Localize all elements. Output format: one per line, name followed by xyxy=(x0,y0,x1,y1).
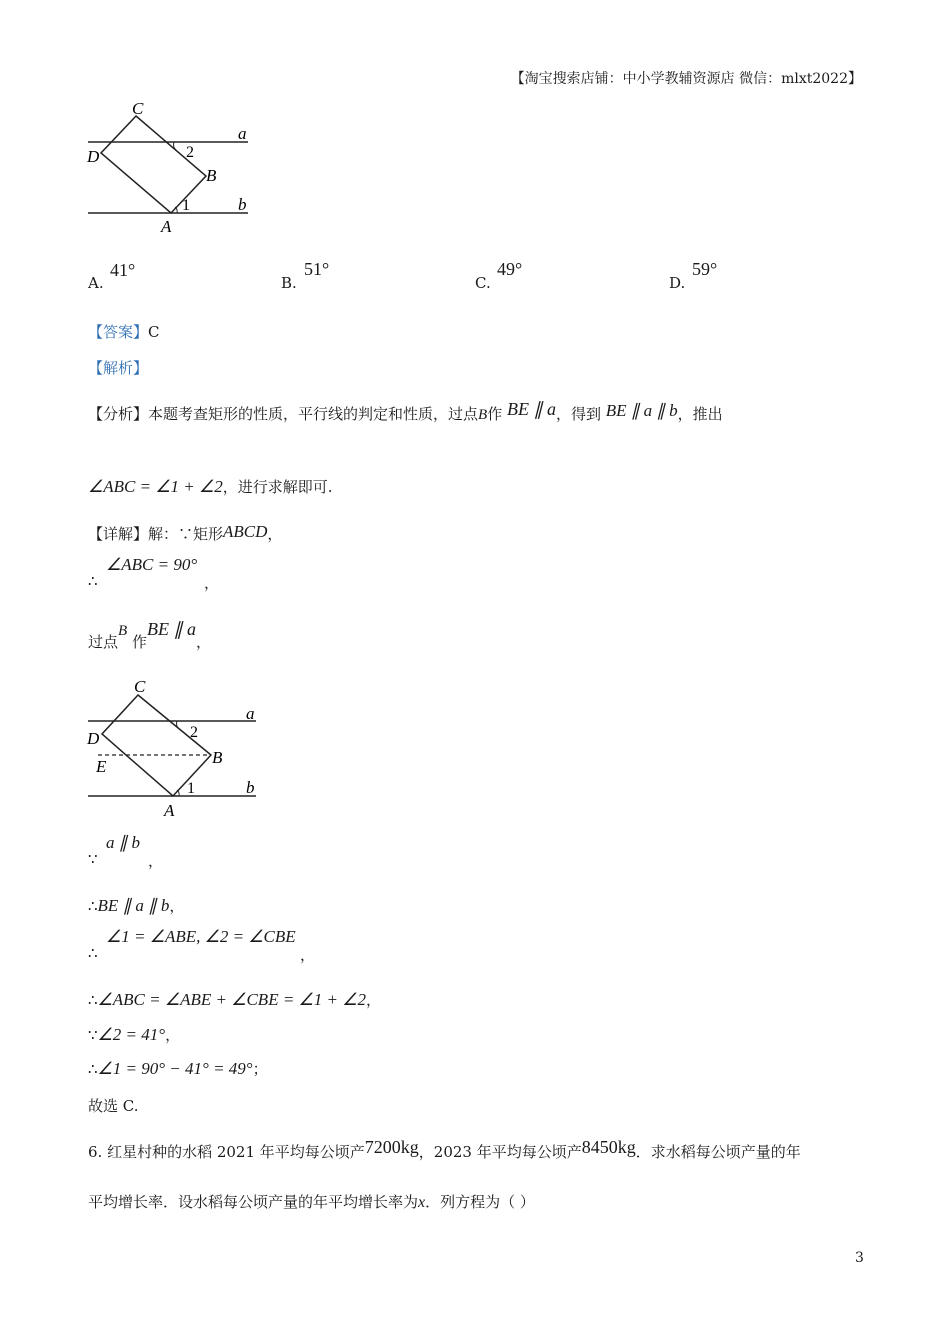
option-b[interactable]: B. xyxy=(281,274,297,292)
detail-line5: ∴BE ∥ a ∥ b， xyxy=(88,896,185,915)
label-B: B xyxy=(206,166,217,185)
label-b: b xyxy=(246,778,255,797)
option-c[interactable]: C. xyxy=(475,274,491,292)
detail-therefore-1: ∴ xyxy=(88,572,98,590)
fenxi-text3: ，推出 xyxy=(677,405,723,423)
detail-jie: 解：∵矩形 xyxy=(148,525,224,543)
detail-line7: ∴∠ABC = ∠ABE + ∠CBE = ∠1 + ∠2， xyxy=(88,990,382,1009)
fenxi-text4: ，进行求解即可. xyxy=(222,478,333,496)
label-2: 2 xyxy=(186,144,194,161)
answer-value: C xyxy=(148,323,160,341)
fenxi-line2 xyxy=(88,476,333,497)
fenxi-math-1: BE ∥ a xyxy=(507,399,556,419)
fenxi-text1: 本题考查矩形的性质，平行线的判定和性质，过点 xyxy=(148,405,479,423)
detail-line3-math: BE ∥ a xyxy=(146,619,196,639)
detail-line2-math: ∠ABC = 90° xyxy=(106,555,198,574)
detail-line6-math: ∠1 = ∠ABE, ∠2 = ∠CBE xyxy=(106,927,296,946)
label-1: 1 xyxy=(187,780,195,797)
answer-label: 【答案】 xyxy=(88,323,149,341)
header-text: 【淘宝搜索店铺：中小学教辅资源店 微信：mlxt2022】 xyxy=(510,71,862,87)
label-D: D xyxy=(87,147,100,166)
question6-line1: 6. 红星村种的水稻 2021 年平均每公顷产7200kg，2023 年平均每公顷产8450kg．求水稻每公顷产量的年 xyxy=(88,1137,801,1161)
figure-rectangle-parallel-lines xyxy=(84,96,264,238)
detail-therefore-2: ∴ xyxy=(88,944,98,962)
detail-label: 【详解】 xyxy=(88,525,149,543)
fenxi-point-B: B xyxy=(478,407,488,423)
detail-abcd: ABCD xyxy=(223,522,268,541)
option-a-value: 41° xyxy=(110,260,136,280)
label-2: 2 xyxy=(190,724,198,741)
detail-line1: 【详解】解：∵矩形ABCD， xyxy=(88,522,283,543)
detail-line8-math: ∠2 = 41° xyxy=(97,1025,166,1044)
detail-conclusion: 故选 C. xyxy=(88,1097,139,1115)
detail-line7-math: ∠ABC = ∠ABE + ∠CBE = ∠1 + ∠2 xyxy=(97,990,367,1009)
angle1-arc xyxy=(177,790,179,796)
fenxi-label: 【分析】 xyxy=(88,405,149,423)
question6-line2: 平均增长率．设水稻每公顷产量的年平均增长率为x．列方程为（ ） xyxy=(88,1193,535,1211)
label-A: A xyxy=(161,217,172,236)
fenxi-math-2: BE ∥ a ∥ b xyxy=(605,401,678,420)
fenxi-line1 xyxy=(88,399,723,424)
label-B: B xyxy=(212,748,223,767)
fenxi-text2: ，得到 xyxy=(556,405,602,423)
fenxi-math-3: ∠ABC = ∠1 + ∠2 xyxy=(88,477,223,496)
option-d[interactable]: D. xyxy=(669,274,686,292)
option-a[interactable]: A. xyxy=(88,274,104,292)
fenxi-zuo: 作 xyxy=(487,405,503,423)
label-C: C xyxy=(132,99,144,118)
detail-line9: ∴∠1 = 90° − 41° = 49°； xyxy=(88,1059,268,1078)
answer-line xyxy=(88,321,160,342)
label-1: 1 xyxy=(182,197,190,214)
question6-value-2023: 8450kg xyxy=(581,1137,636,1157)
detail-line5-math: BE ∥ a ∥ b xyxy=(97,896,170,915)
label-A: A xyxy=(164,801,175,820)
detail-line4-math: a ∥ b xyxy=(106,833,140,852)
label-b: b xyxy=(238,195,247,214)
page-number: 3 xyxy=(855,1250,864,1266)
figure-rectangle-with-auxiliary-line xyxy=(84,674,274,822)
label-a: a xyxy=(246,704,255,723)
detail-because-1: ∵ xyxy=(88,850,98,868)
rectangle-abcd xyxy=(101,116,206,213)
option-b-value: 51° xyxy=(304,259,330,279)
option-d-value: 59° xyxy=(692,259,718,279)
label-E: E xyxy=(96,757,107,776)
label-D: D xyxy=(87,729,100,748)
question6-value-2021: 7200kg xyxy=(364,1137,419,1157)
detail-line8: ∵∠2 = 41°， xyxy=(88,1025,181,1044)
label-a: a xyxy=(238,124,247,143)
option-c-value: 49° xyxy=(497,259,523,279)
label-C: C xyxy=(134,677,146,696)
analysis-label: 【解析】 xyxy=(88,359,149,377)
detail-line9-math: ∠1 = 90° − 41° = 49° xyxy=(97,1059,253,1078)
detail-line3: 过点B 作BE ∥ a， xyxy=(88,619,211,651)
